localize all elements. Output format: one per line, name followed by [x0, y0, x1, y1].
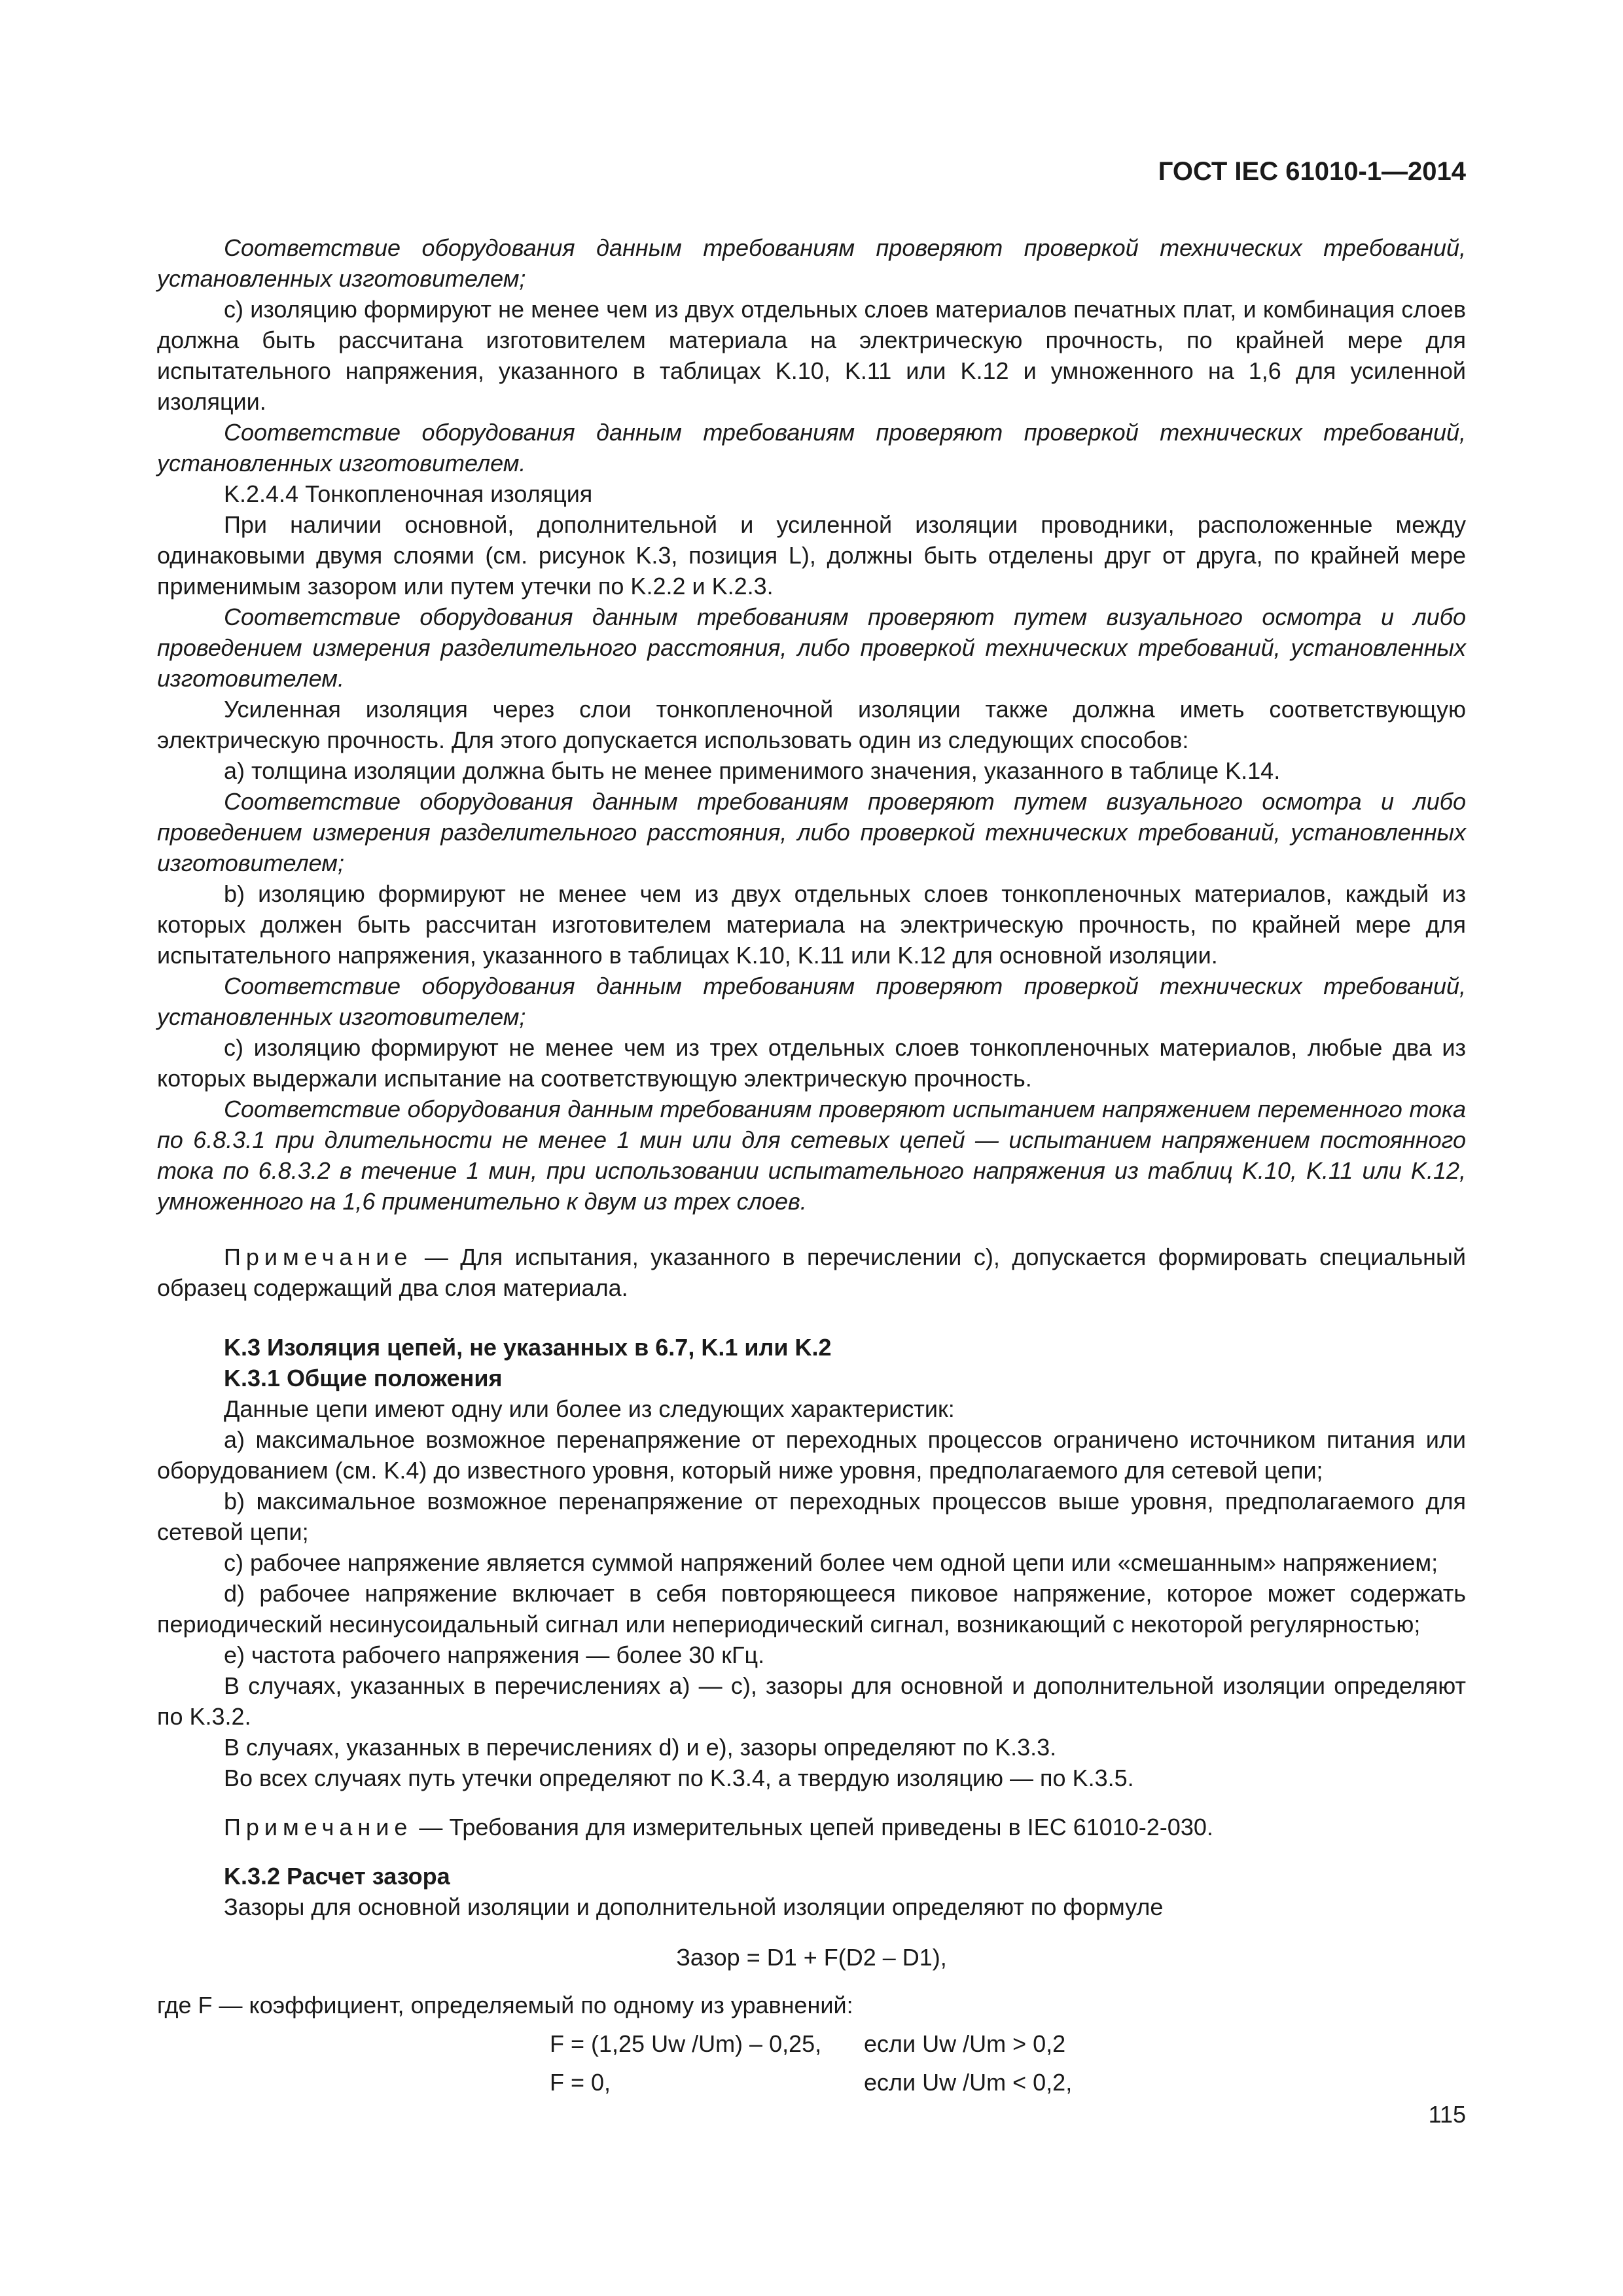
equation-row	[157, 2067, 1466, 2098]
document-header: ГОСТ IEC 61010-1—2014	[1158, 157, 1466, 186]
paragraph: При наличии основной, дополнительной и усиленной изоляции проводники, расположенные между одинаковыми двумя слоями (см. рисунок K.3, позиция L), должны быть отделены друг от друга, по крайней мере применимым зазором или путем утечки по K.2.2 и K.2.3.	[157, 511, 1466, 600]
paragraph: c) изоляцию формируют не менее чем из двух отдельных слоев материалов печатных плат, и комбинация слоев должна быть рассчитана изготовителем материала на электрическую прочность, по крайней мере для испытательного напряжения, указанного в таблицах K.10, K.11 или K.12 и умноженного на 1,6 для усиленной изоляции.	[157, 296, 1466, 415]
paragraph: Зазоры для основной изоляции и дополнительной изоляции определяют по формуле	[224, 1893, 1164, 1920]
list-item: a) максимальное возможное перенапряжение от переходных процессов ограничено источником питания или оборудованием (см. K.4) до известного уровня, который ниже уровня, предполагаемого для сетевой цепи;	[157, 1426, 1466, 1484]
equation-lhs: F = 0,	[550, 2069, 611, 2096]
section-heading: K.3 Изоляция цепей, не указанных в 6.7, K.1 или K.2	[224, 1334, 832, 1361]
formula-clearance: Зазор = D1 + F(D2 – D1),	[676, 1944, 947, 1971]
equation-row	[157, 2028, 1466, 2059]
paragraph: Соответствие оборудования данным требованиям проверяют проверкой технических требований, установленных изготовителем;	[157, 973, 1466, 1030]
subsection-title: K.2.4.4 Тонкопленочная изоляция	[224, 480, 593, 507]
list-item: a) толщина изоляции должна быть не менее применимого значения, указанного в таблице K.14.	[224, 757, 1281, 784]
paragraph: Соответствие оборудования данным требованиям проверяют испытанием напряжением переменного тока по 6.8.3.1 при длительности не менее 1 мин или для сетевых цепей — испытанием напряжением постоянного тока по 6.8.3.2 в течение 1 мин, при использовании испытательного напряжения из таблиц K.10, K.11 или K.12, умноженного на 1,6 применительно к двум из трех слоев.	[157, 1096, 1466, 1215]
paragraph: Усиленная изоляция через слои тонкопленочной изоляции также должна иметь соответствующую электрическую прочность. Для этого допускается использовать один из следующих способов:	[157, 696, 1466, 753]
list-item: e) частота рабочего напряжения — более 30 кГц.	[224, 1641, 765, 1668]
document-body	[157, 232, 1466, 2098]
note	[157, 1812, 1466, 1842]
paragraph: В случаях, указанных в перечислениях a) — c), зазоры для основной и дополнительной изоляции определяют по K.3.2.	[157, 1672, 1466, 1730]
list-item: c) изоляцию формируют не менее чем из трех отдельных слоев тонкопленочных материалов, любые два из которых выдержали испытание на соответствующую электрическую прочность.	[157, 1034, 1466, 1092]
list-item: b) максимальное возможное перенапряжение от переходных процессов выше уровня, предполагаемого для сетевой цепи;	[157, 1488, 1466, 1545]
note-text: — Для испытания, указанного в перечислении c), допускается формировать специальный образец содержащий два слоя материала.	[157, 1244, 1466, 1301]
section-heading: K.3.1 Общие положения	[224, 1365, 503, 1391]
list-item: c) рабочее напряжение является суммой напряжений более чем одной цепи или «смешанным» напряжением;	[224, 1549, 1438, 1576]
equation-lhs: F = (1,25 Uw /Um) – 0,25,	[550, 2030, 822, 2057]
paragraph: Во всех случаях путь утечки определяют по K.3.4, а твердую изоляцию — по K.3.5.	[224, 1765, 1134, 1791]
paragraph: Данные цепи имеют одну или более из следующих характеристик:	[224, 1395, 955, 1422]
equation-condition: если Uw /Um < 0,2,	[864, 2069, 1073, 2096]
paragraph: Соответствие оборудования данным требованиям проверяют путем визуального осмотра и либо проведением измерения разделительного расстояния, либо проверкой технических требований, установленных изготовителем;	[157, 788, 1466, 876]
note	[157, 1242, 1466, 1303]
paragraph: Соответствие оборудования данным требованиям проверяют проверкой технических требований, установленных изготовителем.	[157, 419, 1466, 476]
paragraph: В случаях, указанных в перечислениях d) и e), зазоры определяют по K.3.3.	[224, 1734, 1057, 1761]
paragraph: Соответствие оборудования данным требованиям проверяют путем визуального осмотра и либо проведением измерения разделительного расстояния, либо проверкой технических требований, установленных изготовителем.	[157, 603, 1466, 692]
paragraph: где F — коэффициент, определяемый по одному из уравнений:	[157, 1992, 853, 2018]
note-text: — Требования для измерительных цепей приведены в IEC 61010-2-030.	[419, 1814, 1213, 1840]
note-label: Примечание	[224, 1814, 413, 1840]
section-heading: K.3.2 Расчет зазора	[224, 1863, 450, 1890]
equation-condition: если Uw /Um > 0,2	[864, 2030, 1066, 2057]
list-item: b) изоляцию формируют не менее чем из двух отдельных слоев тонкопленочных материалов, каждый из которых должен быть рассчитан изготовителем материала на электрическую прочность, по крайней мере для испытательного напряжения, указанного в таблицах K.10, K.11 или K.12 для основной изоляции.	[157, 880, 1466, 969]
note-label: Примечание	[224, 1244, 413, 1270]
paragraph: Соответствие оборудования данным требованиям проверяют проверкой технических требований, установленных изготовителем;	[157, 234, 1466, 292]
page-number: 115	[1428, 2101, 1466, 2128]
list-item: d) рабочее напряжение включает в себя повторяющееся пиковое напряжение, которое может содержать периодический несинусоидальный сигнал или непериодический сигнал, возникающий с некоторой регулярностью;	[157, 1580, 1466, 1638]
